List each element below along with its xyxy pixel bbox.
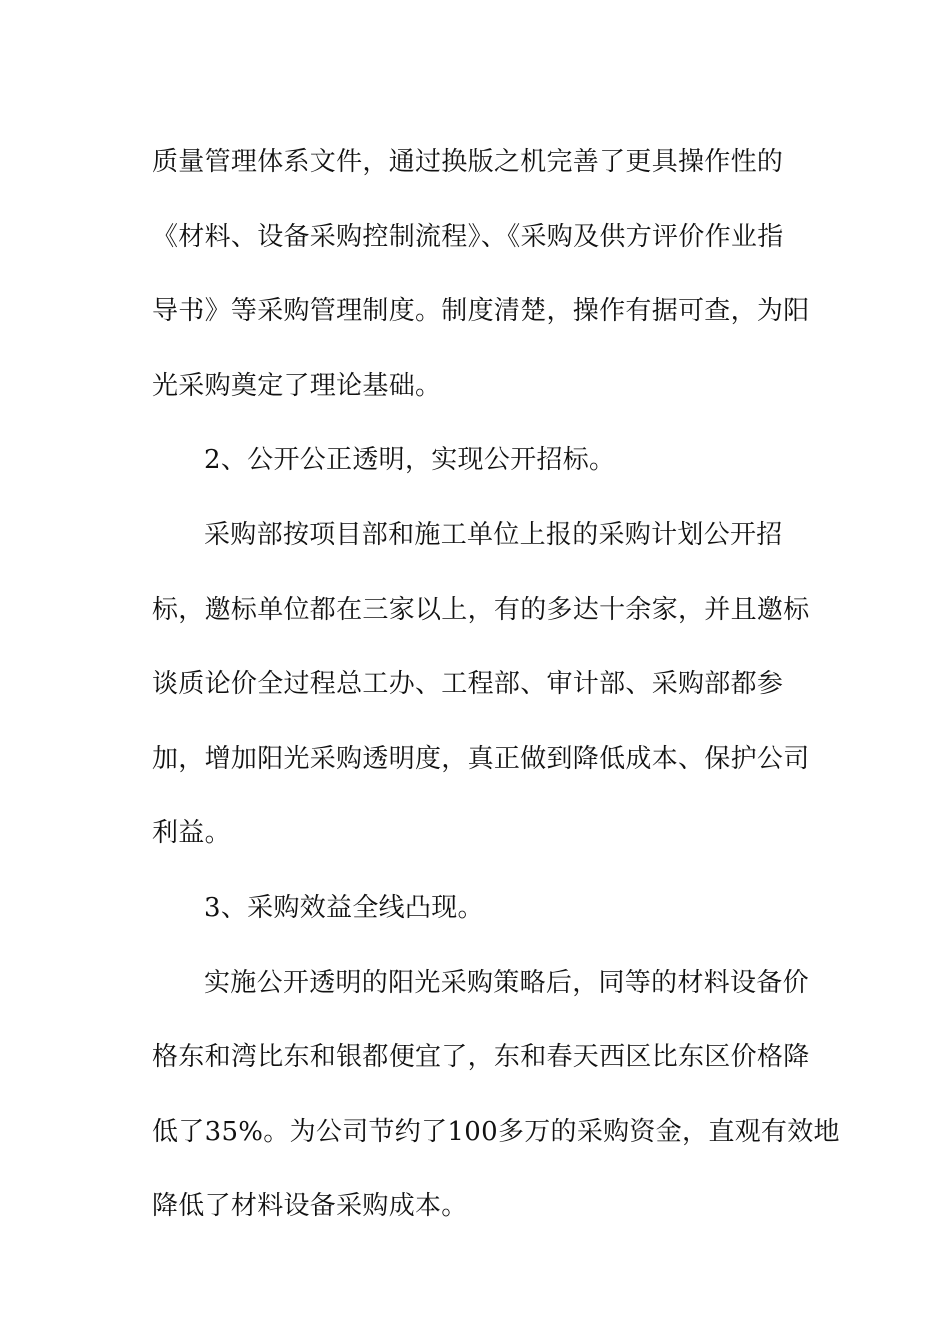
text-line: 质量管理体系文件，通过换版之机完善了更具操作性的: [152, 147, 784, 177]
text-line: 低了35%。为公司节约了100多万的采购资金，直观有效地: [152, 1116, 840, 1147]
section-heading: 2、公开公正透明，实现公开招标。: [204, 445, 616, 476]
text-line: 谈质论价全过程总工办、工程部、审计部、采购部都参: [152, 669, 784, 700]
paragraph-procurement-benefits: [152, 946, 840, 1244]
section-heading: 3、采购效益全线凸现。: [204, 892, 484, 923]
text-line: 格东和湾比东和银都便宜了，东和春天西区比东区价格降: [152, 1042, 810, 1073]
text-line: 降低了材料设备采购成本。: [152, 1191, 468, 1222]
paragraph-open-bidding: [152, 498, 812, 871]
text-line: 利益。: [152, 818, 231, 849]
text-line: 《材料、设备采购控制流程》、《采购及供方评价作业指: [152, 221, 784, 252]
text-line: 导书》等采购管理制度。制度清楚，操作有据可查，为阳: [152, 296, 810, 327]
heading-procurement-benefits: [152, 871, 812, 946]
text-line: 采购部按项目部和施工单位上报的采购计划公开招: [204, 519, 783, 550]
text-line: 加，增加阳光采购透明度，真正做到降低成本、保护公司: [152, 743, 810, 774]
text-line: 标，邀标单位都在三家以上，有的多达十余家，并且邀标: [152, 594, 810, 625]
text-line: 光采购奠定了理论基础。: [152, 370, 442, 401]
heading-open-bidding: [152, 423, 812, 498]
document-body: [152, 125, 840, 1244]
text-line: 实施公开透明的阳光采购策略后，同等的材料设备价: [204, 967, 809, 998]
paragraph-procurement-system: [152, 125, 812, 423]
